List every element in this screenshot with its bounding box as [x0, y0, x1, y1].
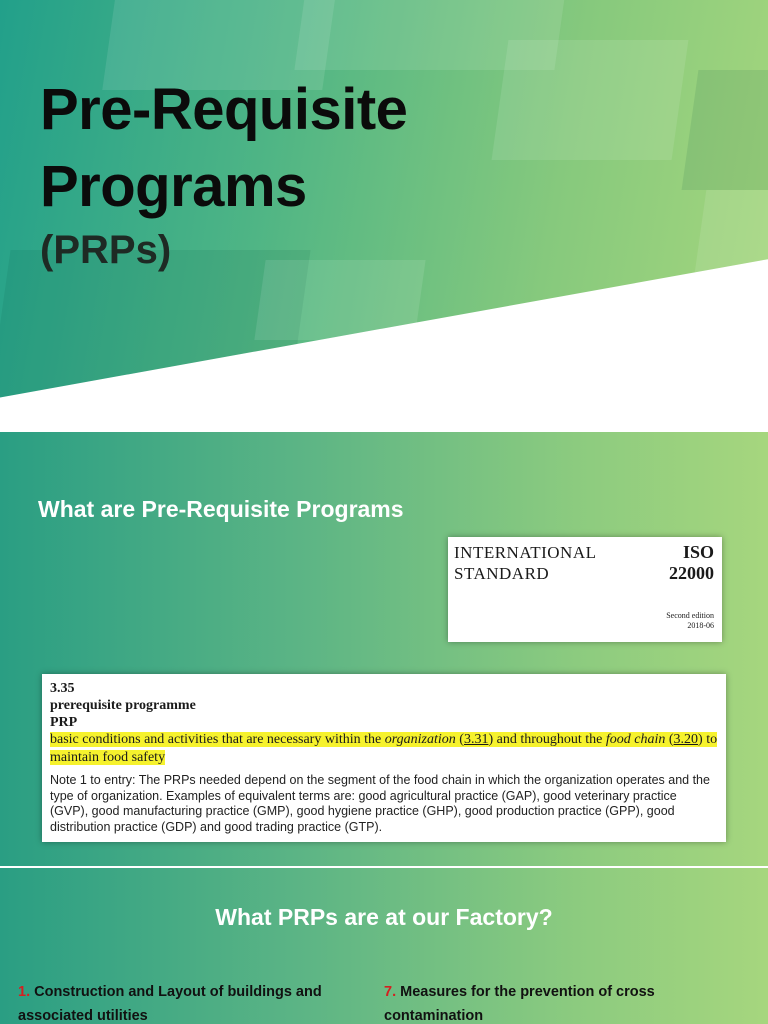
definition-box: [42, 674, 726, 842]
iso-standard-box: [448, 537, 722, 642]
def-text-1: basic conditions and activities that are necessary within the: [50, 732, 385, 747]
iso-text: ISO: [682, 542, 714, 562]
def-ref1-open: (: [455, 732, 464, 747]
iso-standard-label: STANDARD: [454, 564, 550, 583]
iso-number: 22000: [669, 563, 714, 583]
def-ref2-open: (: [665, 732, 674, 747]
definition-abbr: PRP: [50, 715, 78, 730]
def-text-3: ) to maintain food safety: [50, 732, 718, 765]
decorative-stripe: [492, 40, 689, 160]
decorative-stripe: [254, 260, 425, 340]
def-ref-link[interactable]: 3.20: [673, 732, 699, 747]
slide-heading: What PRPs are at our Factory?: [215, 904, 553, 930]
iso-number-block: [669, 542, 714, 584]
prp-item-number: 7.: [384, 984, 397, 1000]
definition-term: prerequisite programme: [50, 698, 196, 713]
prp-list-slide: [0, 868, 768, 1024]
def-org: organization: [384, 732, 456, 747]
definition-text: [50, 731, 718, 767]
edition-text: Second edition: [666, 611, 714, 620]
prp-item-text: Measures for the prevention of cross contamination: [384, 984, 655, 1024]
iso-label: [454, 542, 596, 584]
decorative-stripe: [682, 70, 768, 190]
definition-slide: [0, 432, 768, 866]
definition-number: 3.35: [50, 681, 75, 696]
iso-international: INTERNATIONAL: [454, 543, 597, 562]
slide-heading: What are Pre-Requisite Programs: [38, 496, 404, 522]
title-slide: [0, 0, 768, 432]
title-line-2: Programs: [40, 154, 307, 219]
prp-item-number: 1.: [18, 984, 31, 1000]
iso-edition: [666, 611, 714, 631]
prp-item-text: Construction and Layout of buildings and associated utilities: [18, 984, 322, 1024]
title-line-1: Pre-Requisite: [40, 77, 408, 142]
title-subtitle: (PRPs): [40, 228, 172, 272]
prp-list-item: [384, 980, 714, 1024]
edition-date: 2018-06: [687, 621, 714, 630]
decorative-stripe: [694, 190, 768, 280]
def-ref-link[interactable]: 3.31: [463, 732, 489, 747]
def-chain: food chain: [605, 732, 666, 747]
def-text-2: ) and throughout the: [488, 732, 606, 747]
definition-note: Note 1 to entry: The PRPs needed depend on the segment of the food chain in which the organization operates and the type of organization. Examples of equivalent terms are: good agricultural practice (GAP), good veterinary practice (GVP), good manufacturing practice (GMP), good hygiene practice (GHP), good production practice (GPP), good distribution practice (GDP) and good trading practice (GTP).: [50, 773, 710, 834]
prp-list-item: [18, 980, 348, 1024]
